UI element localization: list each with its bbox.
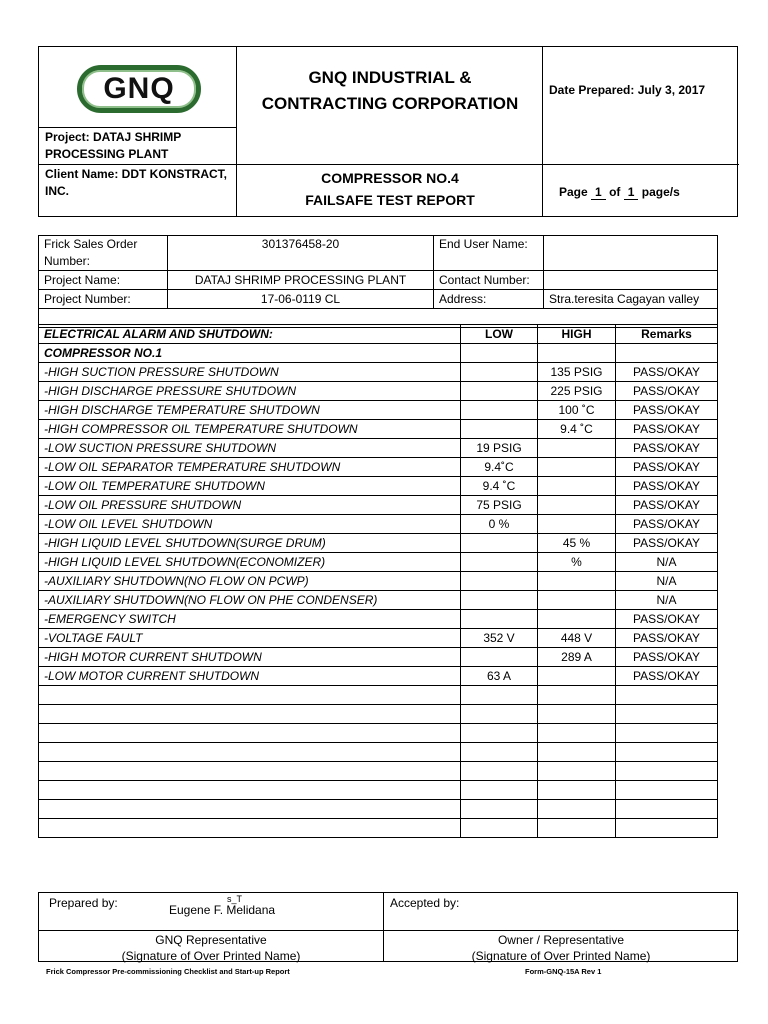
low-cell xyxy=(461,648,538,667)
empty-cell xyxy=(461,686,538,705)
page-indicator xyxy=(559,185,680,199)
test-table xyxy=(38,324,718,838)
high-cell: 100 ˚C xyxy=(538,401,616,420)
empty-cell xyxy=(39,686,461,705)
low-cell xyxy=(461,382,538,401)
empty-cell xyxy=(39,781,461,800)
remarks-cell: N/A xyxy=(616,591,718,610)
address-label: Address: xyxy=(434,290,544,309)
remarks-cell: PASS/OKAY xyxy=(616,401,718,420)
empty-cell xyxy=(538,724,616,743)
empty-cell xyxy=(461,705,538,724)
high-cell xyxy=(538,496,616,515)
empty-cell xyxy=(538,705,616,724)
low-cell xyxy=(461,363,538,382)
empty-cell xyxy=(616,762,718,781)
empty-cell xyxy=(461,344,538,363)
item-cell: -HIGH COMPRESSOR OIL TEMPERATURE SHUTDOWN xyxy=(39,420,461,439)
remarks-cell: PASS/OKAY xyxy=(616,667,718,686)
end-user-value xyxy=(544,236,718,271)
right-signature-caption: (Signature of Over Printed Name) xyxy=(471,949,651,963)
high-cell xyxy=(538,610,616,629)
left-signature-caption: (Signature of Over Printed Name) xyxy=(121,949,301,963)
blank-row xyxy=(39,781,718,800)
high-cell: % xyxy=(538,553,616,572)
remarks-cell: PASS/OKAY xyxy=(616,439,718,458)
contact-value xyxy=(544,271,718,290)
high-cell xyxy=(538,572,616,591)
prepared-label: Prepared by: xyxy=(49,896,118,910)
low-cell: 9.4 ˚C xyxy=(461,477,538,496)
address-value: Stra.teresita Cagayan valley xyxy=(544,290,718,309)
item-cell: -LOW OIL SEPARATOR TEMPERATURE SHUTDOWN xyxy=(39,458,461,477)
empty-cell xyxy=(39,724,461,743)
divider xyxy=(39,930,739,931)
item-cell: -HIGH SUCTION PRESSURE SHUTDOWN xyxy=(39,363,461,382)
divider xyxy=(39,127,236,128)
low-cell: 63 A xyxy=(461,667,538,686)
item-cell: -LOW OIL PRESSURE SHUTDOWN xyxy=(39,496,461,515)
info-table xyxy=(38,235,718,328)
signature-mark: s_T xyxy=(227,894,243,904)
item-cell: -HIGH DISCHARGE PRESSURE SHUTDOWN xyxy=(39,382,461,401)
empty-cell xyxy=(616,781,718,800)
high-cell xyxy=(538,477,616,496)
empty-cell xyxy=(616,686,718,705)
low-cell xyxy=(461,401,538,420)
project-name-label: Project Name: xyxy=(39,271,168,290)
low-cell: 9.4˚C xyxy=(461,458,538,477)
client-name: Client Name: DDT KONSTRACT, INC. xyxy=(45,167,228,198)
table-row xyxy=(39,553,718,572)
item-cell: -HIGH LIQUID LEVEL SHUTDOWN(SURGE DRUM) xyxy=(39,534,461,553)
report-title xyxy=(237,167,543,211)
divider xyxy=(39,164,236,165)
empty-cell xyxy=(39,819,461,838)
item-cell: -EMERGENCY SWITCH xyxy=(39,610,461,629)
table-row xyxy=(39,648,718,667)
high-cell xyxy=(538,667,616,686)
footnote-left: Frick Compressor Pre-commissioning Checklist and Start-up Report xyxy=(46,967,290,976)
item-cell: -VOLTAGE FAULT xyxy=(39,629,461,648)
table-row xyxy=(39,439,718,458)
remarks-cell: PASS/OKAY xyxy=(616,648,718,667)
remarks-cell: PASS/OKAY xyxy=(616,420,718,439)
empty-cell xyxy=(538,344,616,363)
table-row xyxy=(39,534,718,553)
page-of: of xyxy=(609,185,621,199)
table-row xyxy=(39,496,718,515)
low-cell xyxy=(461,572,538,591)
prepared-name: Eugene F. Melidana xyxy=(169,903,276,917)
empty-cell xyxy=(538,743,616,762)
remarks-cell: PASS/OKAY xyxy=(616,496,718,515)
high-cell xyxy=(538,458,616,477)
left-role: GNQ Representative xyxy=(155,933,267,947)
page-suffix: page/s xyxy=(641,185,680,199)
item-cell: -LOW SUCTION PRESSURE SHUTDOWN xyxy=(39,439,461,458)
contact-label: Contact Number: xyxy=(434,271,544,290)
empty-cell xyxy=(461,800,538,819)
empty-cell xyxy=(461,781,538,800)
table-row xyxy=(39,420,718,439)
item-cell: -HIGH DISCHARGE TEMPERATURE SHUTDOWN xyxy=(39,401,461,420)
empty-cell xyxy=(39,762,461,781)
blank-row xyxy=(39,743,718,762)
blank-row xyxy=(39,705,718,724)
item-cell: -HIGH LIQUID LEVEL SHUTDOWN(ECONOMIZER) xyxy=(39,553,461,572)
empty-cell xyxy=(616,819,718,838)
right-role: Owner / Representative xyxy=(497,933,625,947)
low-cell: 19 PSIG xyxy=(461,439,538,458)
low-cell xyxy=(461,534,538,553)
empty-cell xyxy=(538,800,616,819)
empty-cell xyxy=(39,800,461,819)
high-cell xyxy=(538,515,616,534)
high-cell: 289 A xyxy=(538,648,616,667)
empty-cell xyxy=(616,344,718,363)
empty-cell xyxy=(538,762,616,781)
item-cell: -LOW MOTOR CURRENT SHUTDOWN xyxy=(39,667,461,686)
header-high: HIGH xyxy=(538,325,616,344)
remarks-cell: N/A xyxy=(616,572,718,591)
empty-cell xyxy=(461,743,538,762)
section-title: COMPRESSOR NO.1 xyxy=(39,344,461,363)
high-cell: 135 PSIG xyxy=(538,363,616,382)
header-low: LOW xyxy=(461,325,538,344)
low-cell xyxy=(461,420,538,439)
remarks-cell: N/A xyxy=(616,553,718,572)
frick-value: 301376458-20 xyxy=(168,236,434,271)
blank-row xyxy=(39,686,718,705)
high-cell: 45 % xyxy=(538,534,616,553)
empty-cell xyxy=(616,743,718,762)
item-cell: -AUXILIARY SHUTDOWN(NO FLOW ON PCWP) xyxy=(39,572,461,591)
low-cell: 352 V xyxy=(461,629,538,648)
table-row xyxy=(39,458,718,477)
table-row xyxy=(39,572,718,591)
table-row xyxy=(39,667,718,686)
table-row xyxy=(39,363,718,382)
header-item: ELECTRICAL ALARM AND SHUTDOWN: xyxy=(39,325,461,344)
low-cell xyxy=(461,591,538,610)
remarks-cell: PASS/OKAY xyxy=(616,382,718,401)
table-row xyxy=(39,591,718,610)
blank-row xyxy=(39,819,718,838)
end-user-label: End User Name: xyxy=(434,236,544,271)
page-total: 1 xyxy=(624,185,639,200)
blank-row xyxy=(39,724,718,743)
company-line-1: GNQ INDUSTRIAL & xyxy=(308,68,472,87)
company-line-2: CONTRACTING CORPORATION xyxy=(261,94,519,113)
divider xyxy=(236,164,739,165)
report-line-1: COMPRESSOR NO.4 xyxy=(321,170,459,186)
logo-text: GNQ xyxy=(82,70,196,108)
table-row xyxy=(39,477,718,496)
company-name xyxy=(237,65,543,117)
empty-cell xyxy=(616,724,718,743)
remarks-cell: PASS/OKAY xyxy=(616,477,718,496)
high-cell xyxy=(538,439,616,458)
empty-cell xyxy=(616,800,718,819)
empty-cell xyxy=(538,819,616,838)
item-cell: -LOW OIL LEVEL SHUTDOWN xyxy=(39,515,461,534)
report-line-2: FAILSAFE TEST REPORT xyxy=(305,192,475,208)
low-cell: 75 PSIG xyxy=(461,496,538,515)
frick-label: Frick Sales Order Number: xyxy=(39,236,168,271)
low-cell: 0 % xyxy=(461,515,538,534)
empty-cell xyxy=(538,686,616,705)
footnote-right: Form-GNQ-15A Rev 1 xyxy=(525,967,602,976)
header-remarks: Remarks xyxy=(616,325,718,344)
empty-cell xyxy=(616,705,718,724)
high-cell: 9.4 ˚C xyxy=(538,420,616,439)
remarks-cell: PASS/OKAY xyxy=(616,363,718,382)
empty-cell xyxy=(538,781,616,800)
item-cell: -AUXILIARY SHUTDOWN(NO FLOW ON PHE CONDENSER) xyxy=(39,591,461,610)
empty-cell xyxy=(39,743,461,762)
table-row xyxy=(39,401,718,420)
empty-cell xyxy=(461,819,538,838)
low-cell xyxy=(461,553,538,572)
signature-block xyxy=(38,892,738,962)
page-label: Page xyxy=(559,185,588,199)
table-row xyxy=(39,629,718,648)
remarks-cell: PASS/OKAY xyxy=(616,458,718,477)
remarks-cell: PASS/OKAY xyxy=(616,610,718,629)
item-cell: -LOW OIL TEMPERATURE SHUTDOWN xyxy=(39,477,461,496)
blank-row xyxy=(39,800,718,819)
low-cell xyxy=(461,610,538,629)
table-row xyxy=(39,610,718,629)
high-cell xyxy=(538,591,616,610)
project-name-value: DATAJ SHRIMP PROCESSING PLANT xyxy=(168,271,434,290)
header-block xyxy=(38,46,738,217)
empty-cell xyxy=(461,762,538,781)
project-title: Project: DATAJ SHRIMP PROCESSING PLANT xyxy=(45,130,182,161)
empty-cell xyxy=(461,724,538,743)
high-cell: 448 V xyxy=(538,629,616,648)
high-cell: 225 PSIG xyxy=(538,382,616,401)
empty-cell xyxy=(39,705,461,724)
project-number-value: 17-06-0119 CL xyxy=(168,290,434,309)
remarks-cell: PASS/OKAY xyxy=(616,629,718,648)
blank-row xyxy=(39,762,718,781)
company-logo xyxy=(77,65,201,113)
item-cell: -HIGH MOTOR CURRENT SHUTDOWN xyxy=(39,648,461,667)
project-number-label: Project Number: xyxy=(39,290,168,309)
table-row xyxy=(39,382,718,401)
table-row xyxy=(39,515,718,534)
accepted-label: Accepted by: xyxy=(390,896,460,910)
remarks-cell: PASS/OKAY xyxy=(616,534,718,553)
remarks-cell: PASS/OKAY xyxy=(616,515,718,534)
page-number: 1 xyxy=(591,185,606,200)
date-prepared: Date Prepared: July 3, 2017 xyxy=(549,83,706,97)
